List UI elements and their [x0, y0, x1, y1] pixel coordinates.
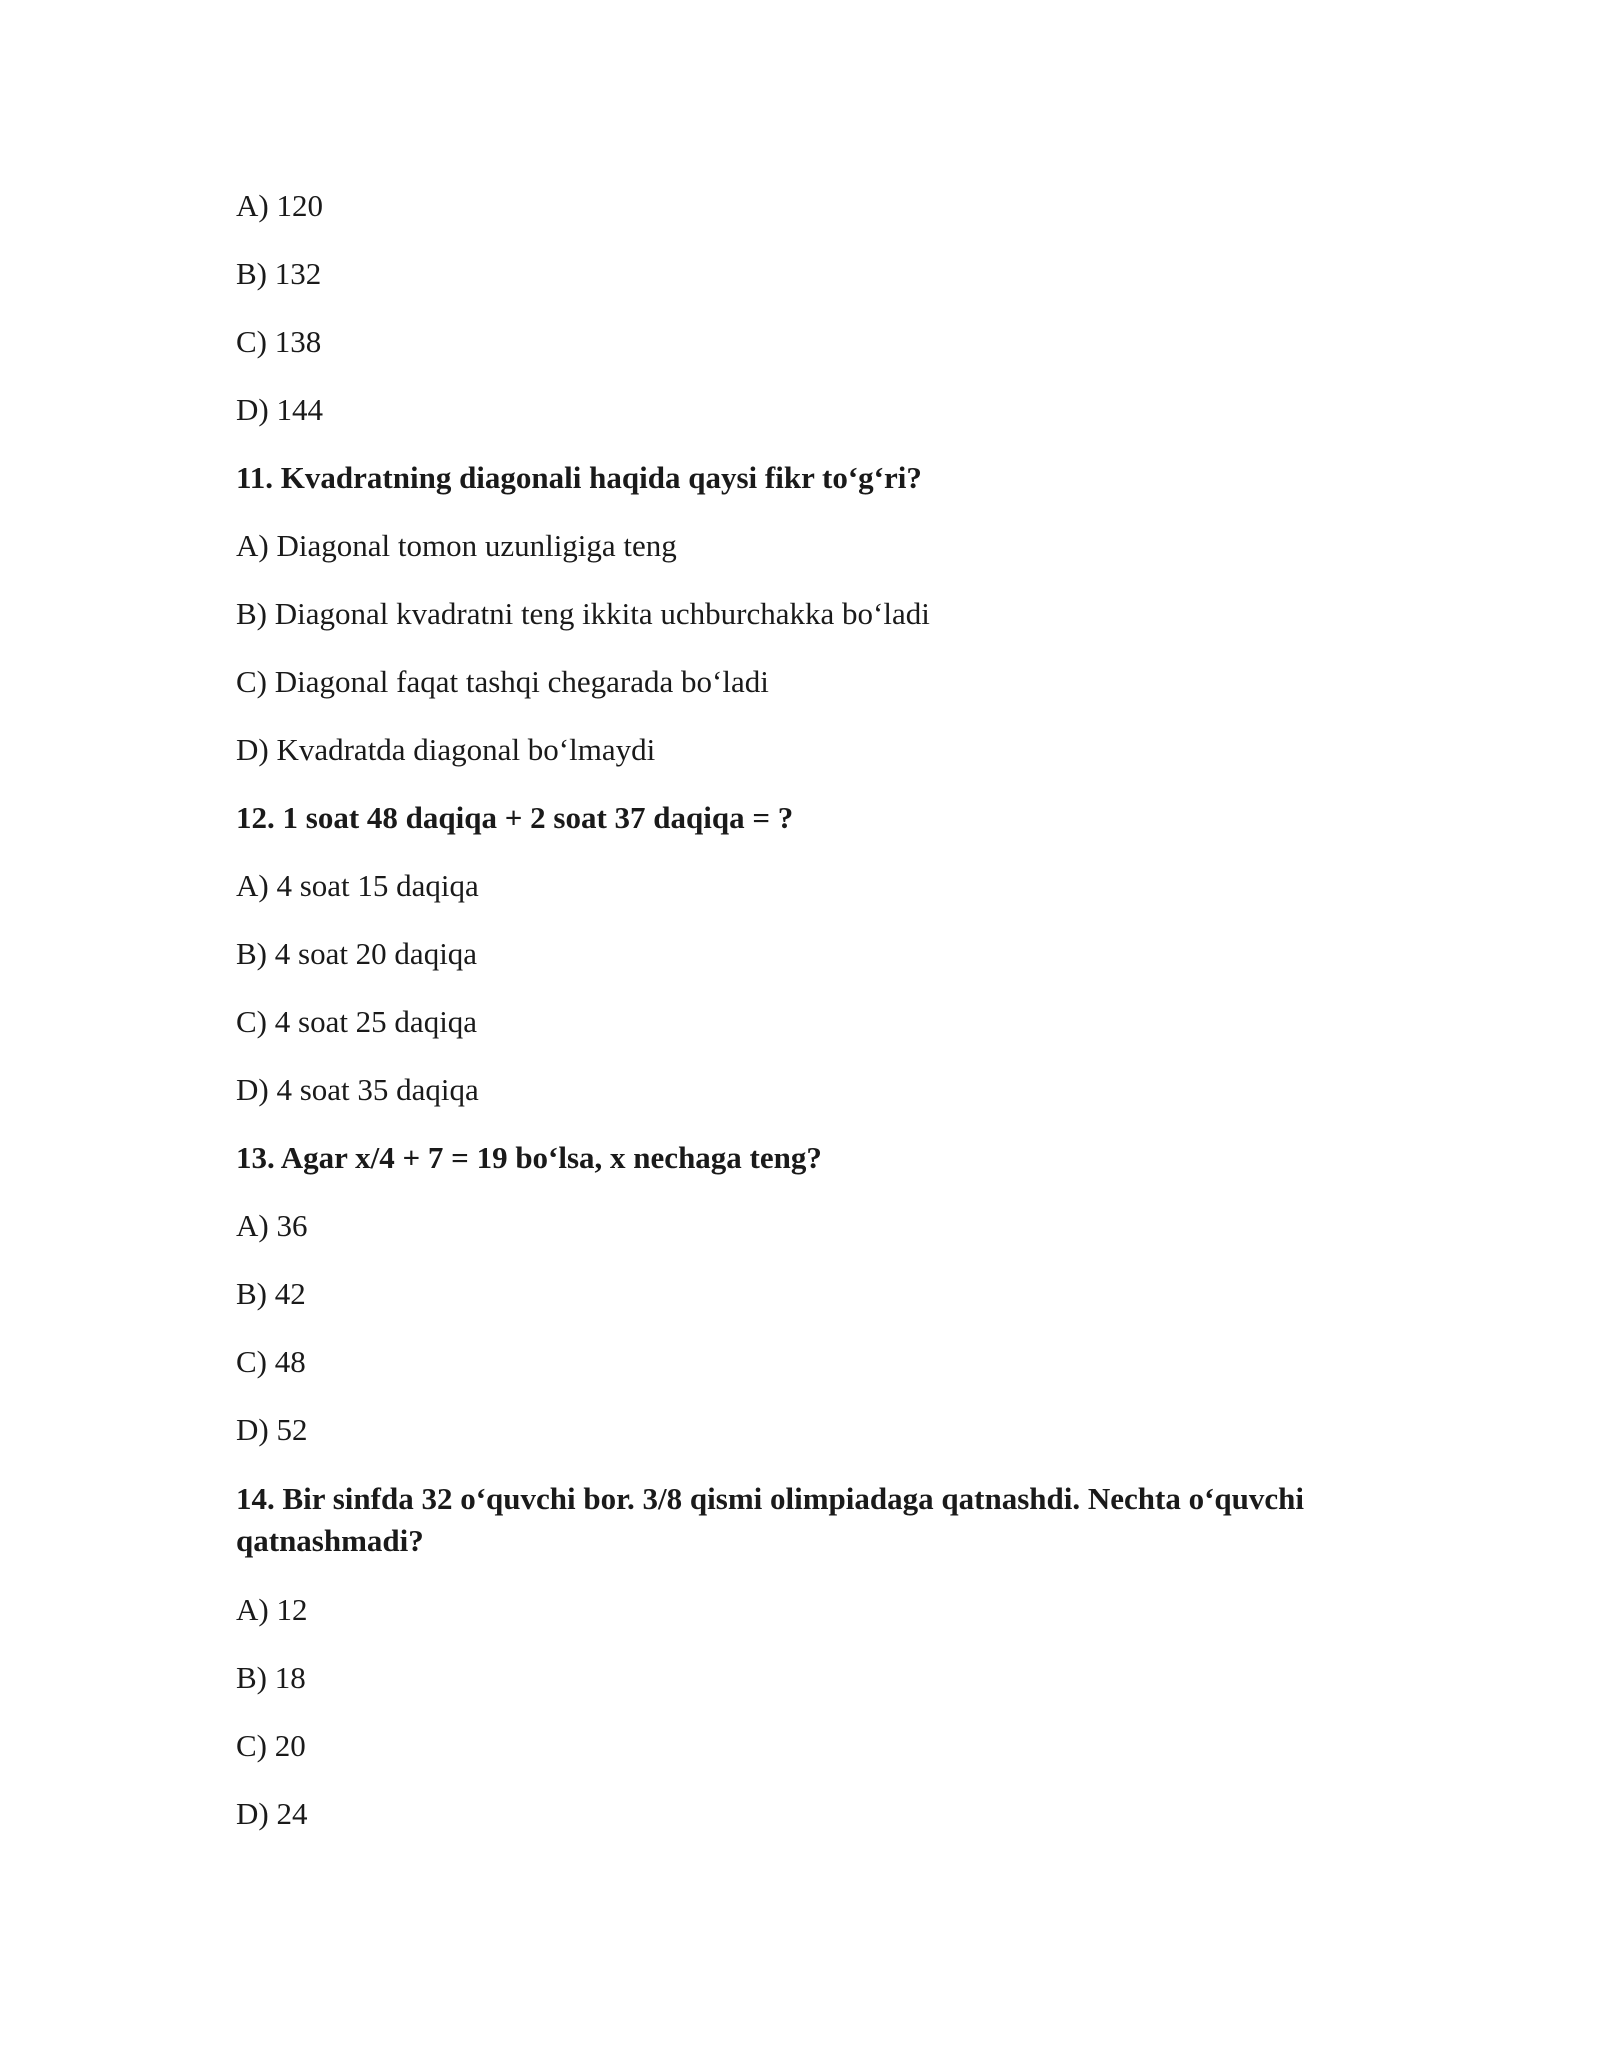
answer-option: C) 20 [236, 1728, 306, 1763]
answer-option: A) 36 [236, 1208, 308, 1243]
answer-option: B) Diagonal kvadratni teng ikkita uchburchakka bo‘ladi [236, 596, 930, 631]
question-14: 14. Bir sinfda 32 o‘quvchi bor. 3/8 qismi olimpiadaga qatnashdi. Nechta o‘quvchi qatnashmadi? [236, 1481, 1305, 1558]
answer-option: C) 48 [236, 1344, 306, 1379]
answer-option: B) 132 [236, 256, 322, 291]
answer-option: B) 42 [236, 1276, 306, 1311]
answer-option: A) Diagonal tomon uzunligiga teng [236, 528, 677, 563]
answer-option: D) 4 soat 35 daqiqa [236, 1072, 479, 1107]
answer-option: C) 4 soat 25 daqiqa [236, 1004, 478, 1039]
answer-option: A) 120 [236, 188, 323, 223]
question-12: 12. 1 soat 48 daqiqa + 2 soat 37 daqiqa = ? [236, 800, 794, 835]
answer-option: A) 4 soat 15 daqiqa [236, 868, 479, 903]
answer-option: D) 52 [236, 1412, 308, 1447]
question-11: 11. Kvadratning diagonali haqida qaysi fikr to‘g‘ri? [236, 460, 922, 495]
answer-option: C) Diagonal faqat tashqi chegarada bo‘ladi [236, 664, 769, 699]
answer-option: D) Kvadratda diagonal bo‘lmaydi [236, 732, 656, 767]
question-13: 13. Agar x/4 + 7 = 19 bo‘lsa, x nechaga teng? [236, 1140, 822, 1175]
answer-option: B) 18 [236, 1660, 306, 1695]
answer-option: A) 12 [236, 1592, 308, 1627]
answer-option: D) 144 [236, 392, 323, 427]
answer-option: B) 4 soat 20 daqiqa [236, 936, 478, 971]
document-content [236, 186, 1396, 1862]
answer-option: D) 24 [236, 1796, 308, 1831]
answer-option: C) 138 [236, 324, 322, 359]
